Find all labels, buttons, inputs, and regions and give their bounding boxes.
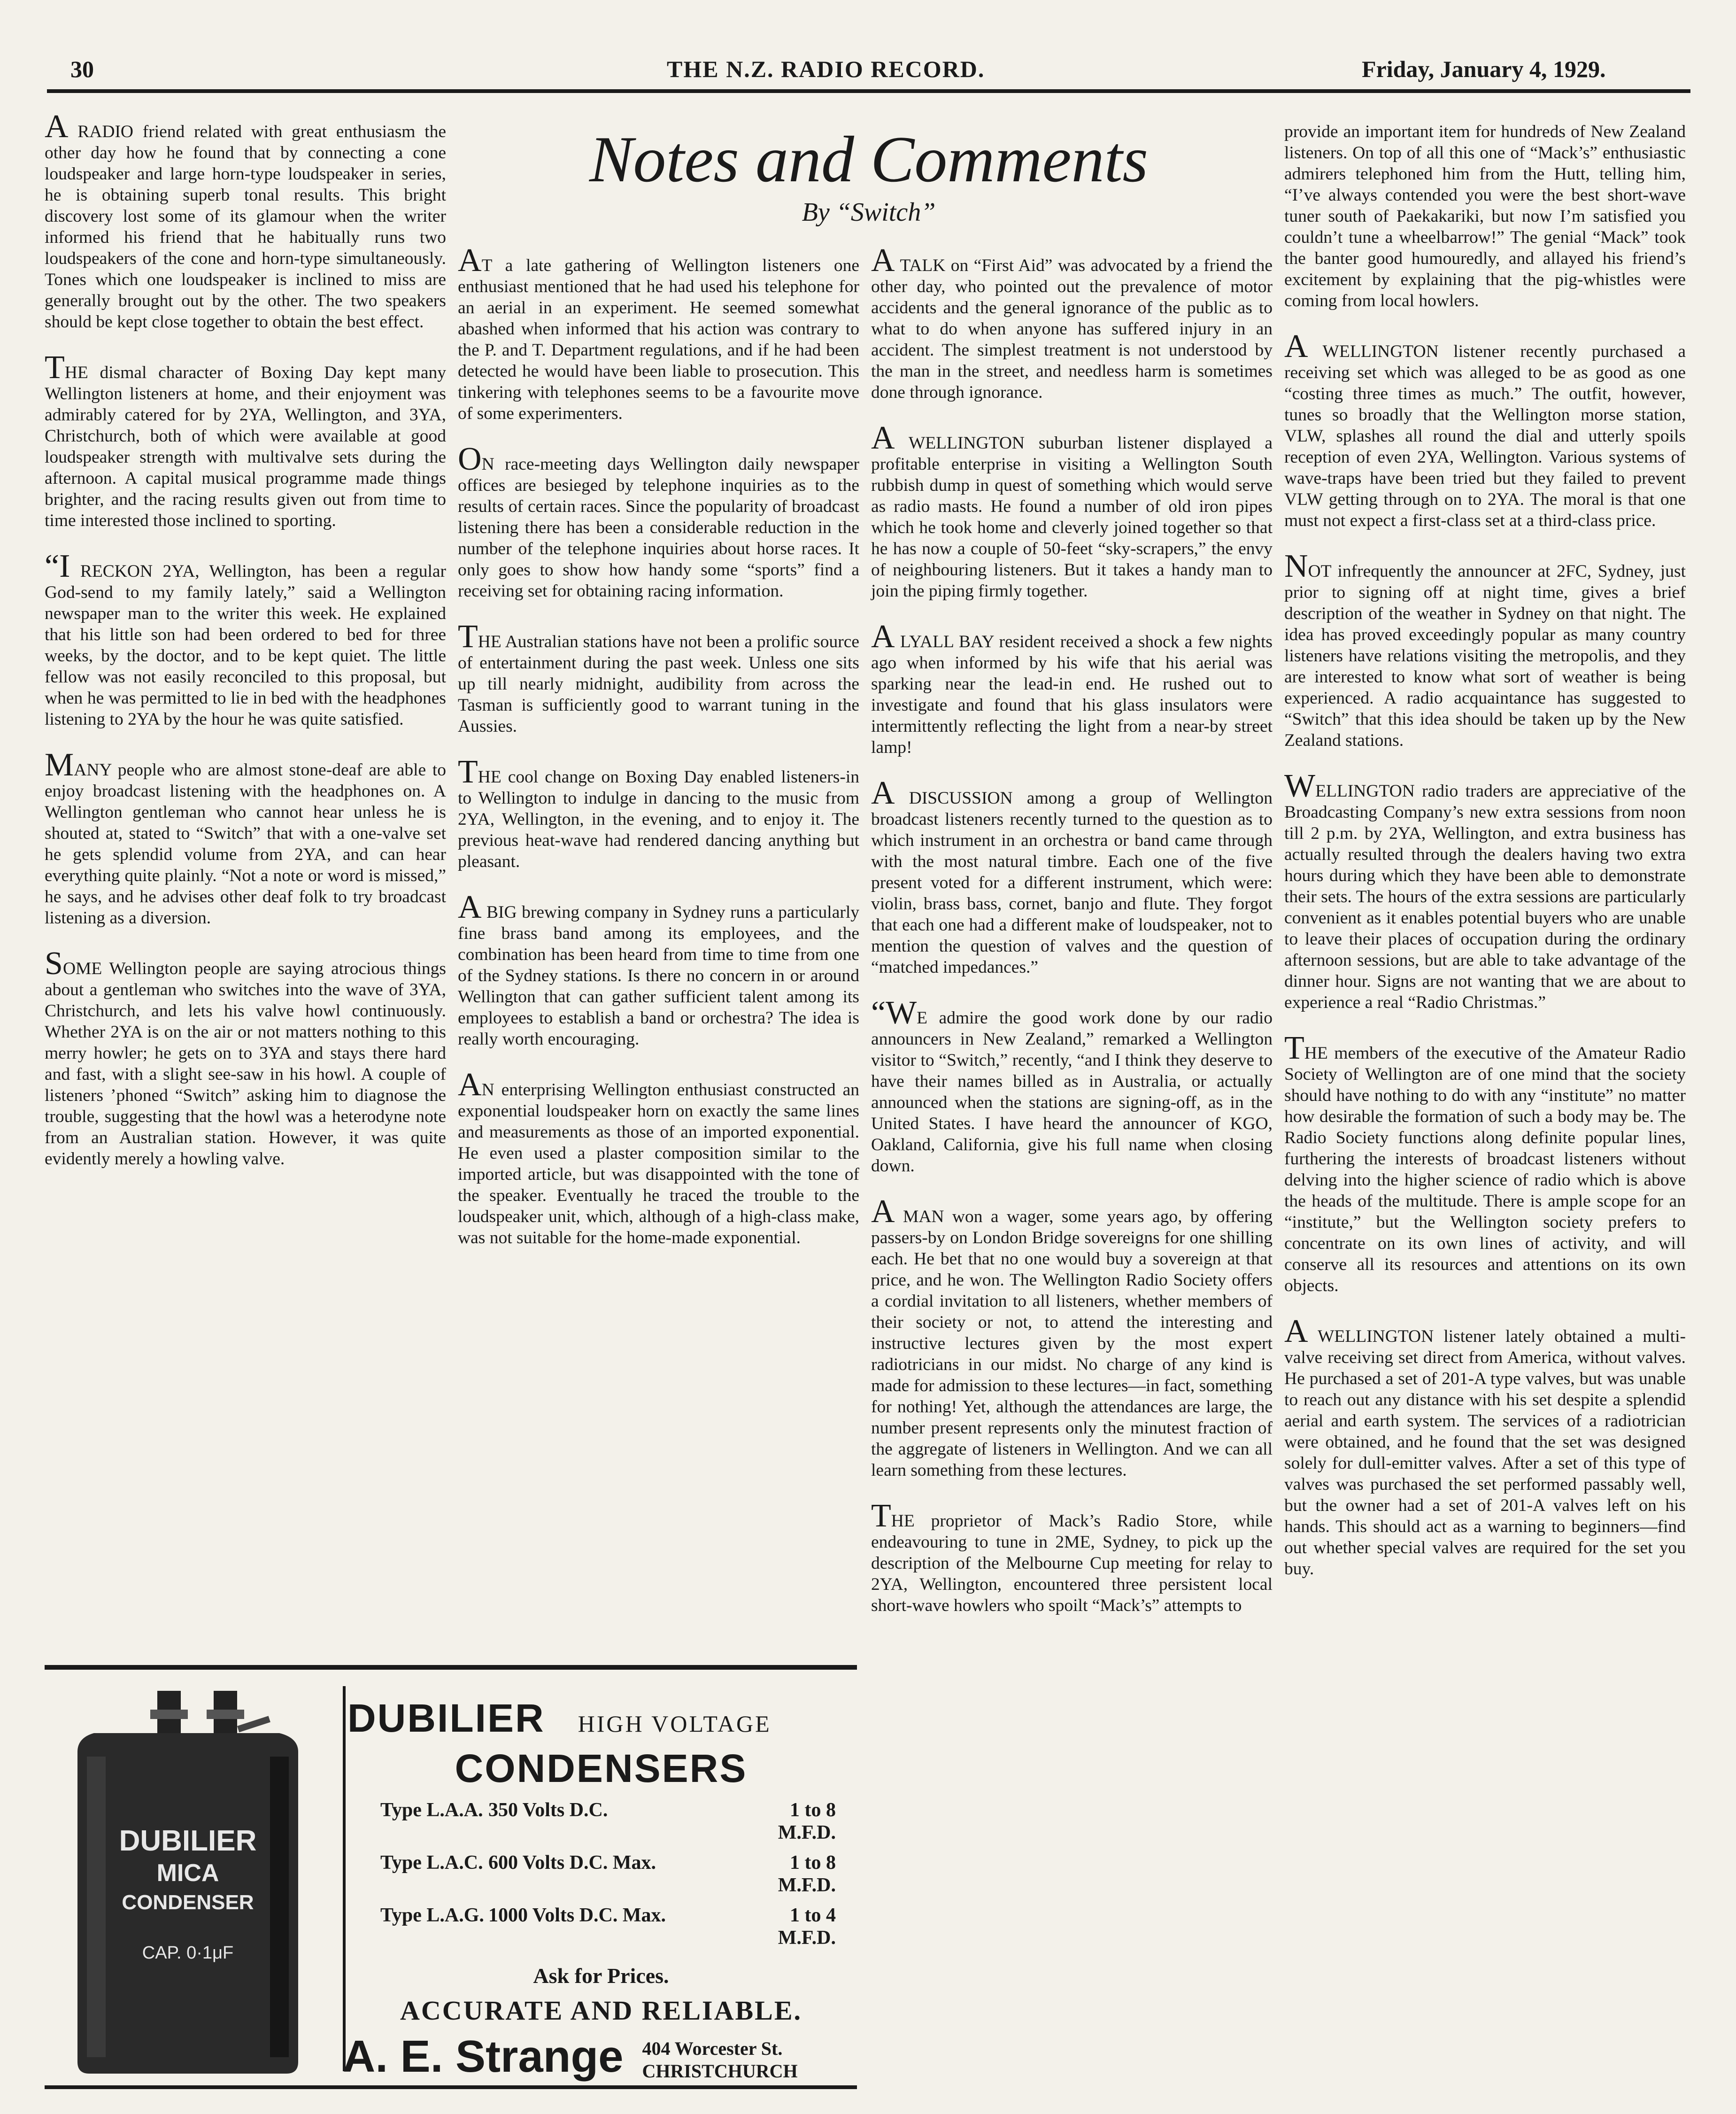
- advert-condensers: CONDENSERS: [455, 1746, 748, 1790]
- paragraph: [458, 754, 859, 872]
- advert-mfd: 1 to 8: [790, 1799, 836, 1821]
- advert-address: 404 Worcester St.: [642, 2038, 783, 2059]
- paragraph-text: BIG brewing company in Sydney runs a particularly fine brass band among its employees, and the combination has been heard from time to time from one of the Sydney stations. Is there no concern in or around Wellington that can gather sufficient talent among its employees to establish a band or orchestra? The idea is really worth encouraging.: [458, 903, 859, 1049]
- drop-cap: O: [458, 441, 482, 477]
- drop-cap: N: [1284, 548, 1308, 584]
- drop-cap: A: [871, 619, 895, 655]
- paragraph-text: HE members of the executive of the Amateur Radio Society of Wellington are of one mind that the society should have nothing to do with any “institute” no matter how desirable the formation of such a body may be. The Radio Society functions along definite popular lines, furthering the interests of broadcast listeners without delving into the higher science of radio which is above the heads of the multitude. There is ample scope for an “institute,” but the Wellington society prefers to concentrate on its own lines of activity, and will conserve all its resources and attentions on its own objects.: [1284, 1044, 1686, 1295]
- advert-mfd: 1 to 8: [790, 1852, 836, 1874]
- advert-text: [343, 1696, 855, 2083]
- publication-title: THE N.Z. RADIO RECORD.: [667, 56, 985, 82]
- paragraph: [45, 349, 446, 531]
- advert-volts: 600 Volts D.C. Max.: [488, 1852, 656, 1874]
- paragraph: [458, 242, 859, 424]
- article-title: Notes and Comments: [589, 123, 1148, 196]
- advert-mfd-unit: M.F.D.: [778, 1927, 836, 1949]
- paragraph-text: WELLINGTON suburban listener displayed a profitable enterprise in visiting a Wellington South rubbish dump in quest of something which would serve as radio masts. He found a number of old iron pipes which he took home and cleverly joined together so that he has now a couple of 50-feet “sky-scrapers,” the envy of neighbouring listeners. But it takes a handy man to join the piping firmly together.: [871, 434, 1273, 601]
- drop-cap: A: [1284, 1313, 1308, 1349]
- drop-cap: A: [458, 1067, 482, 1103]
- advert-row: [347, 1904, 855, 1949]
- advert-city: CHRISTCHURCH: [642, 2060, 798, 2082]
- advert-ask-prices: Ask for Prices.: [533, 1964, 669, 1988]
- paragraph-text: HE Australian stations have not been a prolific source of entertainment during the past week. Unless one sits up till nearly midnight, audibility from across the Tasman is sufficiently good to warrant tuning in the Aussies.: [458, 632, 859, 736]
- advert-mfd-unit: M.F.D.: [778, 1822, 836, 1843]
- paragraph-text: ELLINGTON radio traders are appreciative of the Broadcasting Company’s new extra sessions from noon till 2 p.m. by 2YA, Wellington, and extra business has actually resulted through the dealers having two extra hours during which they have been able to demonstrate their sets. The hours of the extra sessions are particularly convenient as it enables potential buyers who are unable to leave their places of occupation during the ordinary afternoon sessions, but are able to take advantage of the dinner hour. Signs are not wanting that we are about to experience a real “Radio Christmas.”: [1284, 782, 1686, 1012]
- paragraph: [1284, 768, 1686, 1013]
- paragraph-text: T a late gathering of Wellington listeners one enthusiast mentioned that he had used his telephone for an aerial in an experiment. He seemed somewhat abashed when informed that his action was contrary to the P. and T. Department regulations, and if he had been detected he would have been liable to prosecution. This tinkering with telephones seems to be a favourite move of some experimenters.: [458, 256, 859, 423]
- paragraph: [45, 747, 446, 929]
- article-byline: By “Switch”: [802, 198, 936, 227]
- column-2: [458, 242, 859, 1274]
- paragraph-text: DISCUSSION among a group of Wellington broadcast listeners recently turned to the question as to which instrument in an orchestra or band came through with the most natural timbre. Each one of the five present voted for a different instrument, which were: violin, brass bass, cornet, banjo and flute. They forgot that each one had a different make of loudspeaker, not to mention the question of valves and the question of “matched impedances.”: [871, 789, 1273, 977]
- header-rule: [47, 89, 1690, 93]
- paragraph-text: TALK on “First Aid” was advocated by a friend the other day, who pointed out the prevalence of motor accidents and the general ignorance of the public as to what to do when anyone has suffered injury in an accident. The simplest treatment is not understood by the man in the street, and needless harm is sometimes done through ignorance.: [871, 256, 1273, 402]
- drop-cap: A: [45, 108, 69, 145]
- drop-cap: A: [871, 242, 895, 279]
- drop-cap: T: [871, 1498, 891, 1534]
- paragraph: [871, 619, 1273, 758]
- advert-row: [347, 1851, 855, 1897]
- drop-cap: A: [871, 1193, 895, 1230]
- drop-cap: T: [1284, 1030, 1304, 1066]
- condenser-illustration: [49, 1681, 331, 2081]
- paragraph-text: HE dismal character of Boxing Day kept many Wellington listeners at home, and their enjoyment was admirably catered for by 2YA, Wellington, and 3YA, Christchurch, both of which were available at good loudspeaker strength with multivalve sets during the afternoon. A capital musical programme made things brighter, and the racing results given out from time to time interested those inclined to sporting.: [45, 363, 446, 530]
- paragraph: [1284, 117, 1686, 311]
- drop-cap: T: [45, 349, 65, 386]
- paragraph: [871, 1498, 1273, 1616]
- advert-bottom-rule: [45, 2085, 857, 2089]
- advert-type: Type L.A.A.: [380, 1799, 483, 1821]
- advert-volts: 350 Volts D.C.: [488, 1799, 608, 1821]
- paragraph: [458, 441, 859, 602]
- advert-mfd: 1 to 4: [790, 1905, 836, 1926]
- paragraph: [871, 420, 1273, 602]
- paragraph: [458, 1067, 859, 1248]
- advert-high-voltage: HIGH VOLTAGE: [578, 1711, 772, 1737]
- drop-cap: A: [1284, 328, 1308, 364]
- paragraph: [1284, 328, 1686, 531]
- advert-volts: 1000 Volts D.C. Max.: [488, 1905, 666, 1926]
- drop-cap: A: [458, 242, 482, 279]
- paragraph: [871, 775, 1273, 978]
- drop-cap: A: [458, 889, 482, 925]
- drop-cap: W: [1284, 768, 1316, 804]
- drop-cap: S: [45, 945, 63, 982]
- paragraph: [458, 889, 859, 1050]
- paragraph-text: WELLINGTON listener recently purchased a receiving set which was alleged to be as good as one “costing three times as much.” The outfit, however, tunes so broadly that the Wellington morse station, VLW, splashes all round the dial and utterly spoils reception of even 2YA, Wellington. Various systems of wave-traps have been tried but they failed to prevent VLW getting through on to 2YA. The moral is that one must not expect a first-class set at a third-class price.: [1284, 342, 1686, 530]
- paragraph-text: OT infrequently the announcer at 2FC, Sydney, just prior to signing off at night time, gives a brief description of the weather in Sydney on that night. The idea has proved exceedingly popular as many country listeners have relations visiting the metropolis, and they are interested to know what sort of weather is being experienced. A radio acquaintance has suggested to “Switch” that this idea should be taken up by the New Zealand stations.: [1284, 562, 1686, 750]
- advert-type: Type L.A.G.: [380, 1905, 484, 1926]
- paragraph: [1284, 1313, 1686, 1580]
- advert-footer: [343, 2031, 855, 2083]
- drop-cap: T: [458, 619, 478, 655]
- paragraph-text: HE cool change on Boxing Day enabled listeners-in to Wellington to indulge in dancing to the music from 2YA, Wellington, in the evening, and to enjoy it. The previous heat-wave had rendered dancing anything but pleasant.: [458, 767, 859, 871]
- paragraph-text: LYALL BAY resident received a shock a few nights ago when informed by his wife that his aerial was sparking near the lead-in end. He rushed out to investigate and found that his glass insulators were intermittently reflecting the light from a near-by street lamp!: [871, 632, 1273, 757]
- paragraph: [458, 619, 859, 737]
- paragraph: [871, 995, 1273, 1177]
- issue-date: Friday, January 4, 1929.: [1362, 56, 1606, 82]
- label-mica: MICA: [156, 1859, 219, 1887]
- paragraph-text: MAN won a wager, some years ago, by offering passers-by on London Bridge sovereigns for one shilling each. He bet that no one would buy a sovereign at that price, and he won. The Wellington Radio Society offers a cordial invitation to all listeners, whether members of their society or not, to attend the interesting and instructive lectures given by the most expert radiotricians in our midst. No charge of any kind is made for admission to these lectures—in fact, something for nothing! Yet, although the attendances are large, the number present represents only the minutest fraction of the aggregate of listeners in Wellington. And we can all learn something from these lectures.: [871, 1207, 1273, 1480]
- column-4: [1284, 117, 1686, 1605]
- drop-cap: T: [458, 754, 478, 790]
- advert-mfd-unit: M.F.D.: [778, 1874, 836, 1896]
- advert-row: [347, 1799, 855, 1844]
- advert-type: Type L.A.C.: [380, 1852, 483, 1874]
- advert-firm-name: A. E. Strange: [343, 2031, 624, 2082]
- paragraph: [45, 108, 446, 333]
- drop-cap: A: [871, 775, 895, 811]
- paragraph-text: provide an important item for hundreds of New Zealand listeners. On top of all this one of “Mack’s” enthusiastic admirers telephoned him from the Hutt, telling him, “I’ve always contended you were the best short-wave tuner south of Paekakariki, but now I’m satisfied you couldn’t tune a wheelbarrow!” The genial “Mack” took the banter good humouredly, and allayed his friend’s excitement by explaining that the pig-whistles were coming from local howlers.: [1284, 122, 1686, 310]
- paragraph-text: N enterprising Wellington enthusiast constructed an exponential loudspeaker horn on exactly the same lines and measurements as those of an imported exponential. He even used a plaster composition similar to the imported article, but was disappointed with the tone of the speaker. Eventually he traced the trouble to the loudspeaker unit, which, although of a high-class make, was not suitable for the home-made exponential.: [458, 1080, 859, 1247]
- advert-brand: DUBILIER: [347, 1696, 545, 1740]
- paragraph-text: E admire the good work done by our radio announcers in New Zealand,” remarked a Wellington visitor to “Switch,” recently, “and I think they deserve to have their names billed as in Australia, or actually announced when the stations are signing-off, as in the United States. I have heard the announcer of KGO, Oakland, California, give his full name when closing down.: [871, 1008, 1273, 1176]
- column-1: [45, 108, 446, 1195]
- drop-cap: “I: [45, 548, 70, 584]
- paragraph-text: WELLINGTON listener lately obtained a multi-valve receiving set direct from America, without valves. He purchased a set of 201-A type valves, but was unable to reach out any distance with his set despite a splendid aerial and earth system. The services of a radiotrician were obtained, and he found that the set was designed solely for dull-emitter valves. After a set of this type of valves was purchased the set performed passably well, but the owner had a set of 201-A valves left on his hands. This should act as a warning to beginners—find out whether special valves are required for the set you buy.: [1284, 1327, 1686, 1579]
- paragraph-text: ANY people who are almost stone-deaf are able to enjoy broadcast listening with the headphones on. A Wellington gentleman who cannot hear unless he is shouted at, stated to “Switch” that with a one-valve set he gets splendid volume from 2YA, and can hear everything quite plainly. “Not a note or word is missed,” he says, and he advises other deaf folk to try broadcast listening as a diversion.: [45, 760, 446, 928]
- drop-cap: M: [45, 747, 74, 783]
- drop-cap: A: [871, 420, 895, 456]
- advert-accurate: ACCURATE AND RELIABLE.: [400, 1995, 802, 2026]
- label-condenser: CONDENSER: [122, 1891, 254, 1914]
- column-3: [871, 242, 1273, 1642]
- page-number: 30: [70, 56, 94, 82]
- paragraph-text: N race-meeting days Wellington daily newspaper offices are besieged by telephone inquiries as to the results of certain races. Since the popularity of broadcast listening there has been a considerable reduction in the number of the telephone inquiries about horse races. It only goes to show how handy some “sports” find a receiving set for obtaining racing information.: [458, 455, 859, 601]
- paragraph-text: HE proprietor of Mack’s Radio Store, while endeavouring to tune in 2ME, Sydney, to pick up the description of the Melbourne Cup meeting for relay to 2YA, Wellington, encountered three persistent local short-wave howlers who spoilt “Mack’s” attempts to: [871, 1511, 1273, 1615]
- advert-divider: [343, 1686, 346, 2071]
- paragraph: [45, 945, 446, 1169]
- paragraph: [1284, 1030, 1686, 1296]
- paragraph-text: RADIO friend related with great enthusiasm the other day how he found that by connecting a cone loudspeaker and large horn-type loudspeaker in series, he is obtaining superb tonal results. This bright discovery lost some of its glamour when the writer informed his friend that he habitually runs two loudspeakers of the cone and horn-type simultaneously. Tones which one loudspeaker is inclined to miss are generally brought out by the other. The two speakers should be kept close together to obtain the best effect.: [45, 122, 446, 332]
- paragraph: [871, 242, 1273, 403]
- paragraph: [871, 1193, 1273, 1481]
- label-dubilier: DUBILIER: [119, 1825, 257, 1857]
- paragraph-text: OME Wellington people are saying atrocious things about a gentleman who switches into the wave of 3YA, Christchurch, and lets his valve howl continuously. Whether 2YA is on the air or not matters nothing to this merry howler; he gets on to 3YA and stays there hard and fast, with a slight see-saw in his howl. A couple of listeners ’phoned “Switch” asking him to diagnose the trouble, suggesting that the howl was a heterodyne note from an Australian station. However, it was quite evidently merely a howling valve.: [45, 959, 446, 1169]
- label-capacity: CAP. 0·1μF: [142, 1943, 234, 1963]
- paragraph: [1284, 548, 1686, 751]
- drop-cap: “W: [871, 995, 917, 1031]
- paragraph: [45, 548, 446, 730]
- paragraph-text: RECKON 2YA, Wellington, has been a regular God-send to my family lately,” said a Wellington newspaper man to the writer this week. He explained that his little son had been ordered to bed for three weeks, by the doctor, and to be kept quiet. The little fellow was not easily reconciled to this proposal, but when he was permitted to lie in bed with the headphones listening to 2YA by the hour he was quite satisfied.: [45, 562, 446, 729]
- advert-top-rule: [45, 1665, 857, 1670]
